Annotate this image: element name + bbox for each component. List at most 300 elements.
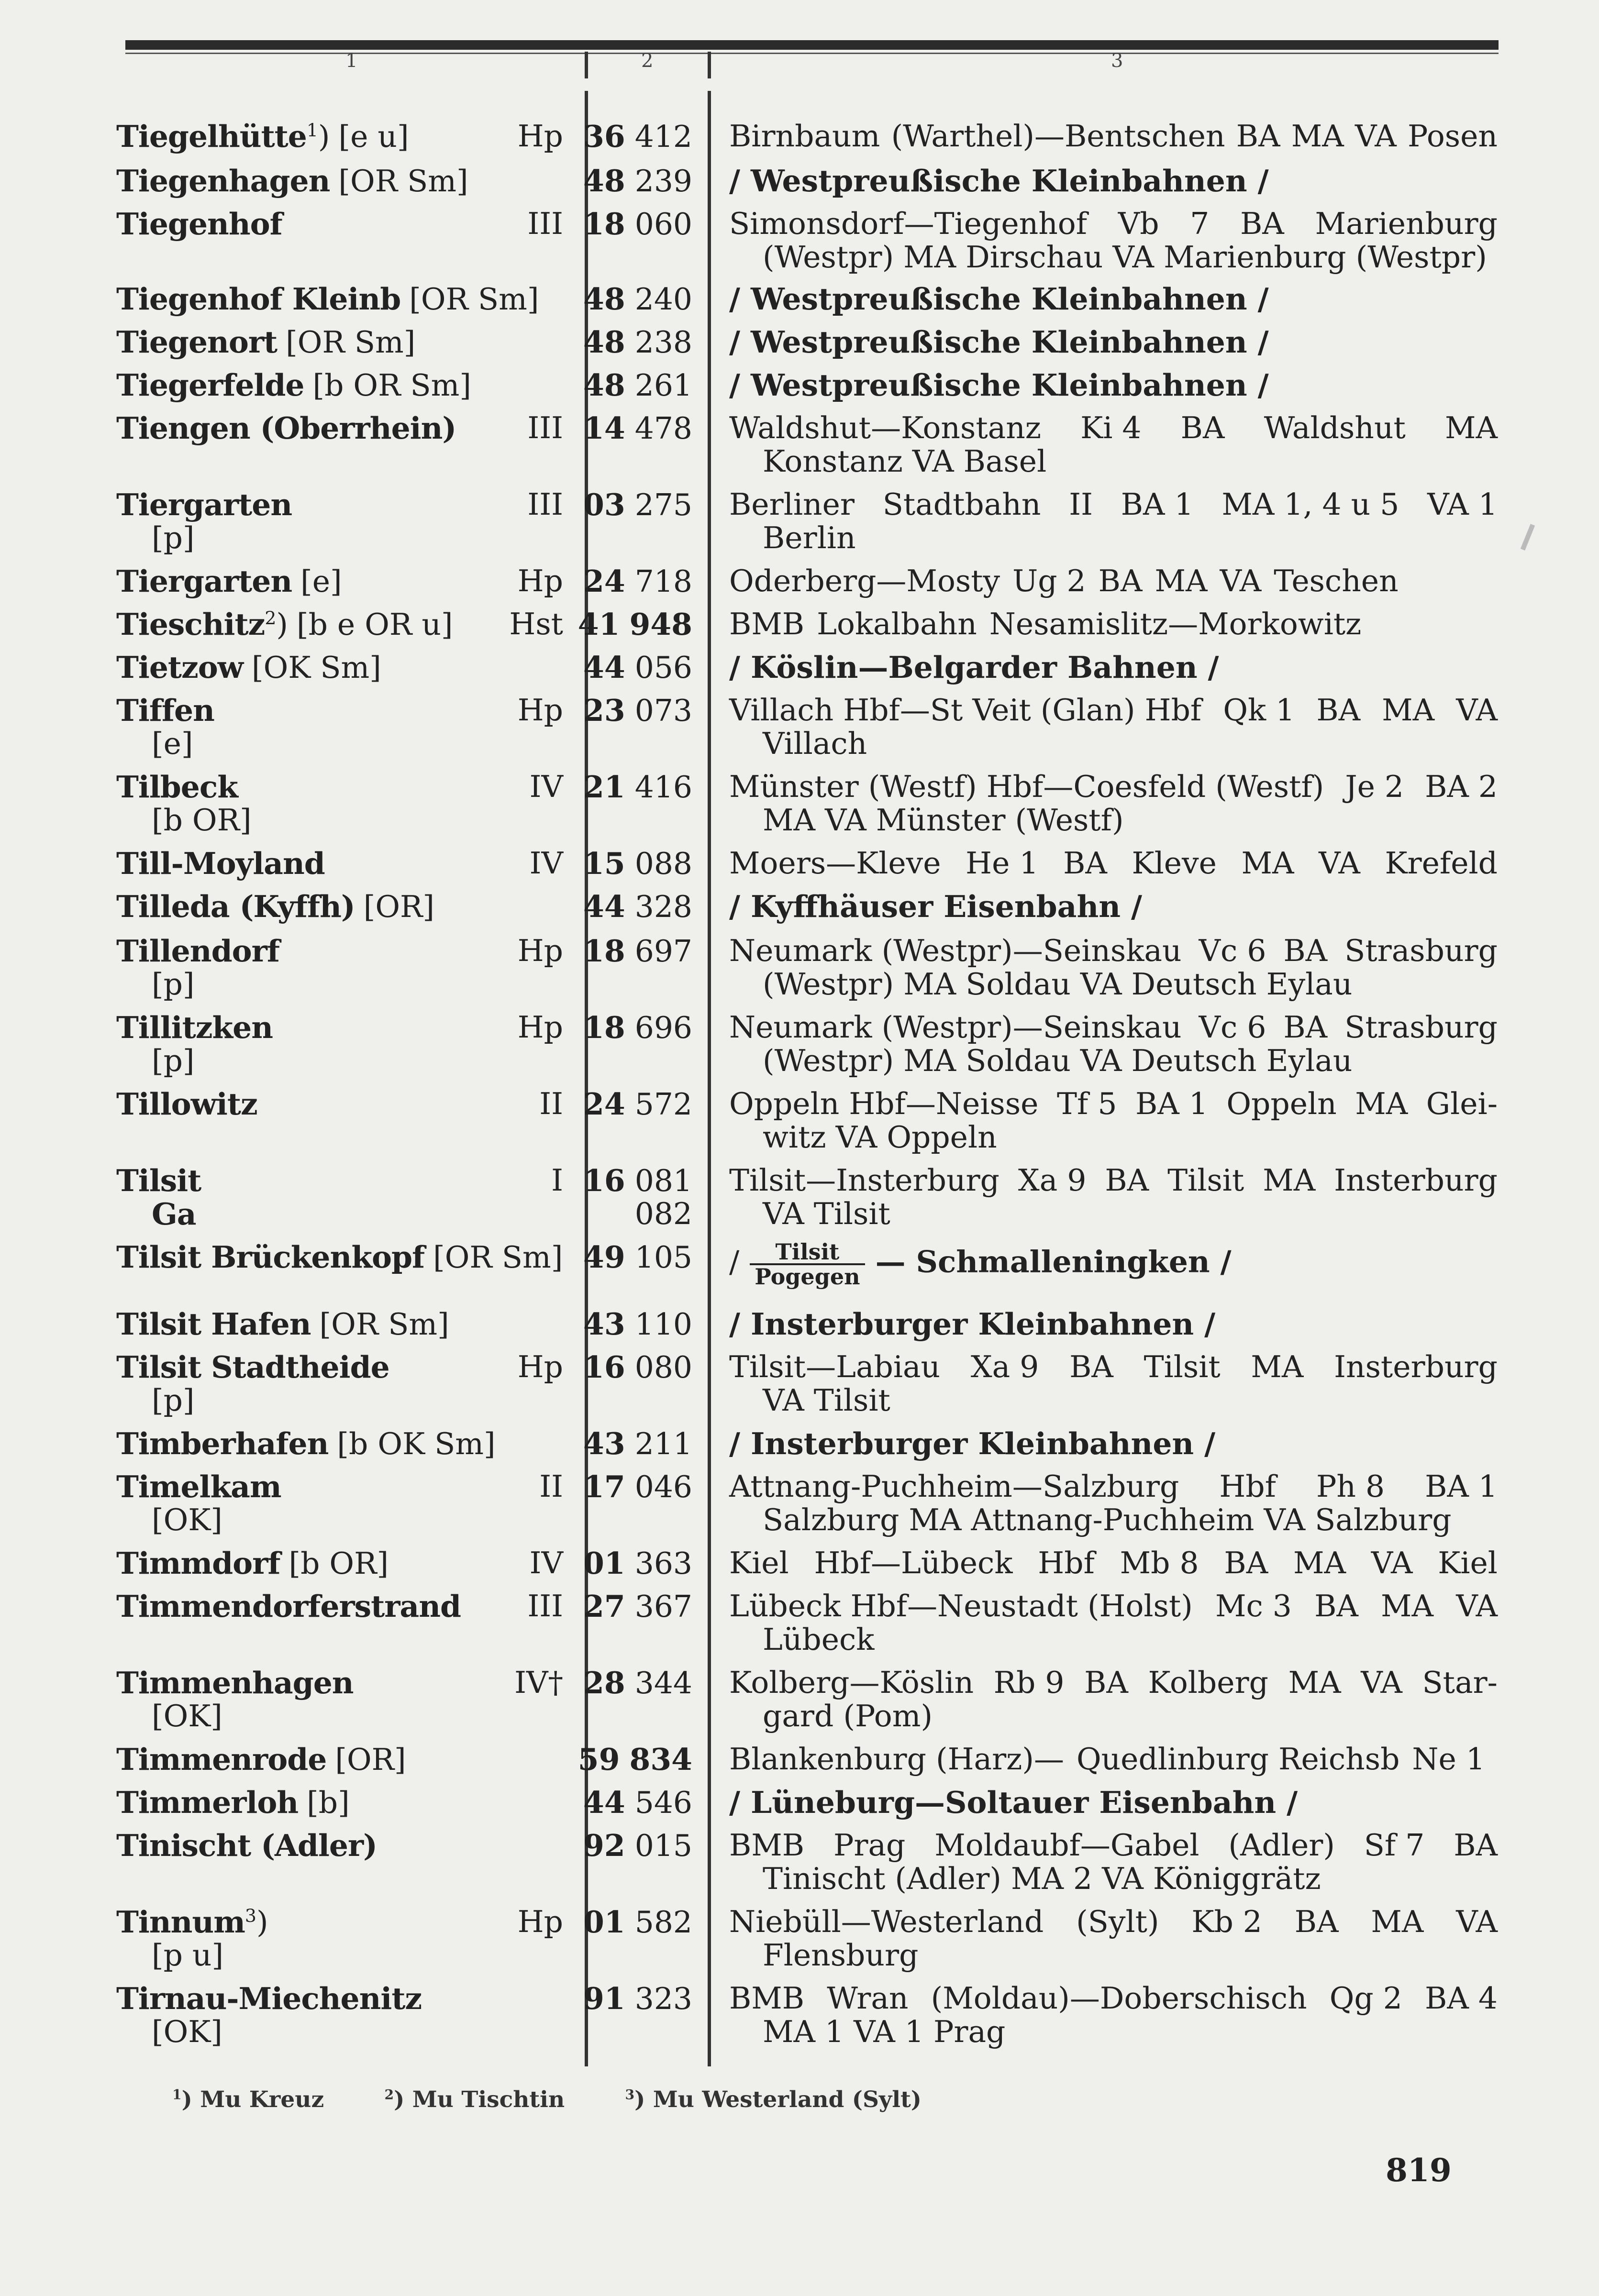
number-prefix: 44 (583, 1785, 625, 1820)
station-tags: [OR] (335, 1742, 406, 1777)
station-cell (116, 1087, 537, 1121)
station-name: Tiffen (116, 693, 214, 728)
route-railway: / Kyffhäuser Eisenbahn / (729, 889, 1143, 924)
route-continuation: Lübeck (763, 1622, 875, 1657)
route-cell (729, 1786, 1498, 1819)
station-class: Hst (509, 607, 563, 641)
station-class: II (539, 1469, 563, 1504)
route-token: BA (1294, 1904, 1339, 1939)
number-prefix: 41 (577, 607, 620, 642)
route-cell (729, 694, 1498, 761)
station-number-cell (583, 1590, 692, 1623)
route-token: Tilsit (1144, 1349, 1221, 1384)
station-line (116, 1590, 537, 1623)
station-number (583, 694, 692, 727)
route-continuation: Flensburg (763, 1938, 919, 1973)
station-line (116, 934, 537, 968)
station-number (583, 1905, 692, 1939)
station-number-cell (583, 934, 692, 968)
route-token: Teschen (1274, 563, 1399, 598)
station-number (583, 564, 692, 598)
station-number-cell (578, 1743, 692, 1776)
route-token: BA (1454, 1828, 1498, 1863)
route-cell (729, 1829, 1498, 1896)
number-prefix: 49 (583, 1239, 625, 1275)
route-continuation: witz VA Oppeln (763, 1120, 997, 1155)
station-cell (116, 1743, 537, 1776)
station-class: IV (529, 769, 563, 804)
station-number-cell (583, 368, 692, 402)
station-subtags: [p] (152, 967, 195, 1002)
station-number-cell (583, 1546, 692, 1580)
station-line (116, 1666, 537, 1700)
number-suffix: 239 (634, 164, 692, 199)
route-line (729, 1350, 1498, 1384)
footnotes (172, 2086, 974, 2113)
station-line (116, 1350, 537, 1384)
route-cell (729, 564, 1498, 598)
station-number (583, 651, 692, 684)
number-suffix: 275 (634, 487, 692, 522)
number-prefix: 24 (583, 563, 625, 599)
station-number-cell (583, 564, 692, 598)
station-tags: [OR Sm] (319, 1307, 449, 1342)
route-token: Niebüll—Westerland (729, 1904, 1044, 1939)
route-line (729, 564, 1498, 598)
route-token: MA (1291, 119, 1344, 154)
station-name: Tilsit (116, 1163, 201, 1198)
route-cell (729, 770, 1498, 837)
route-token: BA 1 (1121, 487, 1194, 522)
station-line (116, 651, 537, 684)
station-number (583, 207, 692, 241)
station-class: IV† (514, 1665, 563, 1700)
station-line (116, 1087, 537, 1121)
number-suffix: 328 (634, 889, 692, 924)
station-cell (116, 1427, 537, 1460)
route-token: Rb 9 (993, 1665, 1065, 1700)
station-class: Hp (517, 693, 563, 728)
number-suffix: 834 (629, 1742, 692, 1777)
route-token: BA 1 (1135, 1086, 1208, 1121)
station-number-cell (583, 1164, 692, 1231)
route-continuation: Salzburg MA Attnang-Puchheim VA Salzburg (763, 1502, 1452, 1537)
station-name: Timberhafen (116, 1426, 329, 1461)
number-prefix: 18 (583, 933, 625, 969)
station-cell (116, 488, 537, 555)
number-suffix: 211 (634, 1426, 692, 1461)
route-cell (729, 890, 1498, 923)
route-token: BA (1314, 1589, 1358, 1623)
route-continuation: (Westpr) MA Soldau VA Deutsch Eylau (763, 1043, 1353, 1078)
route-cell (729, 1590, 1498, 1656)
station-subtags: Ga (152, 1196, 196, 1232)
station-cell (116, 1905, 537, 1972)
number-suffix: 478 (634, 411, 692, 446)
header-subrule (125, 53, 1499, 54)
station-cell (116, 164, 537, 198)
number-suffix: 582 (634, 1905, 692, 1940)
route-token: BA (1236, 119, 1280, 154)
number-prefix: 27 (583, 1589, 625, 1624)
route-token: Posen (1408, 119, 1498, 154)
station-number-cell (583, 890, 692, 923)
route-cell (729, 1087, 1498, 1154)
station-number (578, 607, 692, 641)
route-line (729, 120, 1498, 153)
footnote-mark: 3 (244, 1905, 256, 1926)
footnote: $^3$) Mu Westerland (Sylt) (625, 2086, 922, 2113)
station-number (583, 1240, 692, 1274)
station-class: IV (529, 846, 563, 881)
station-cell (116, 770, 537, 837)
station-class: Hp (517, 119, 563, 154)
station-name: Timmendorferstrand (116, 1589, 461, 1624)
station-tags: [OR Sm] (409, 282, 539, 317)
route-line (729, 1470, 1498, 1503)
station-number-cell (583, 1905, 692, 1939)
station-cell (116, 325, 537, 359)
route-token: BA (1098, 563, 1143, 598)
route-token: Neumark (Westpr)—Seinskau (729, 1010, 1182, 1045)
route-continuation: gard (Pom) (763, 1699, 933, 1733)
station-name: Timelkam (116, 1469, 281, 1504)
station-name: Tiegelhütte (116, 119, 307, 154)
number-prefix: 16 (583, 1349, 625, 1385)
route-token: VA 1 (1427, 487, 1498, 522)
route-token: VA (1355, 119, 1397, 154)
route-railway: / Insterburger Kleinbahnen / (729, 1306, 1216, 1342)
route-railway: / Westpreußische Kleinbahnen / (729, 324, 1269, 360)
station-subtags: [e] (152, 726, 193, 761)
station-cell (116, 282, 537, 316)
station-class: Hp (517, 1010, 563, 1045)
station-tags: [OR] (363, 889, 434, 924)
column-number-3: 3 (1111, 50, 1123, 72)
route-token: Quedlinburg Reichsb (1076, 1742, 1400, 1777)
footnote: $^1$) Mu Kreuz (172, 2086, 324, 2113)
route-token: Berliner (729, 487, 855, 522)
route-line (729, 1829, 1498, 1862)
route-token: Krefeld (1385, 846, 1498, 881)
route-token: Kleve (1132, 846, 1217, 881)
station-number-cell (583, 1307, 692, 1341)
station-number (583, 1087, 692, 1121)
station-cell (116, 1982, 537, 2049)
number-prefix: 18 (583, 206, 625, 242)
number-prefix: 59 (577, 1742, 620, 1777)
route-token: Kolberg—Köslin (729, 1665, 974, 1700)
route-token: Oderberg—Mosty (729, 563, 1000, 598)
column-number-1: 1 (345, 50, 358, 72)
route-line (729, 1666, 1498, 1700)
route-railway: / Westpreußische Kleinbahnen / (729, 163, 1269, 199)
route-continuation: Tinischt (Adler) MA 2 VA Königgrätz (763, 1861, 1321, 1896)
station-cell (116, 1786, 537, 1819)
number-prefix: 23 (583, 693, 625, 728)
station-line (116, 1546, 537, 1580)
number-suffix: 261 (634, 368, 692, 403)
station-name: Tieschitz (116, 607, 265, 642)
route-token: MA (1381, 1589, 1434, 1623)
station-number-cell (583, 164, 692, 198)
route-token: Birnbaum (729, 119, 880, 154)
route-cell (729, 1164, 1498, 1231)
route-cell (729, 368, 1498, 402)
station-class: III (527, 487, 563, 522)
station-number (583, 1546, 692, 1580)
station-tags: [b OR] (289, 1546, 389, 1581)
route-token: BA (1240, 206, 1284, 241)
number-suffix: 546 (634, 1785, 692, 1820)
route-token: Mb 8 (1120, 1545, 1199, 1580)
station-line: Tiegelhütte$^1$) [e u] (116, 119, 409, 154)
number-prefix: 03 (583, 487, 625, 522)
station-line (116, 368, 537, 402)
route-continuation: MA VA Münster (Westf) (763, 803, 1124, 838)
station-line (116, 1011, 537, 1044)
station-number (583, 1470, 692, 1503)
station-name: Timmenrode (116, 1742, 327, 1777)
footnote-mark: 1 (306, 120, 318, 141)
station-name: Timmerloh (116, 1785, 299, 1820)
route-token: VA (1456, 1904, 1498, 1939)
route-line (729, 1743, 1498, 1776)
station-line (116, 1786, 537, 1819)
station-name: Tiegenhof (116, 206, 282, 242)
route-line (729, 607, 1498, 641)
route-token: Oppeln (1226, 1086, 1337, 1121)
number-suffix: 948 (629, 607, 692, 642)
route-line (729, 411, 1498, 445)
ink-mark (1521, 524, 1535, 551)
column-divider (708, 91, 711, 2066)
route-line (729, 1011, 1498, 1044)
route-token: Qg 2 (1329, 1981, 1402, 2016)
route-line (729, 207, 1498, 241)
number-suffix: 105 (634, 1240, 692, 1275)
number-prefix: 43 (583, 1426, 625, 1461)
number-prefix: 92 (583, 1828, 625, 1863)
number-suffix: 088 (634, 846, 692, 881)
route-token: Lokalbahn (817, 607, 977, 641)
station-number (583, 488, 692, 521)
route-line (729, 1164, 1498, 1197)
station-cell (116, 207, 537, 241)
route-cell (729, 1350, 1498, 1417)
station-number (583, 1307, 692, 1341)
route-cell (729, 120, 1498, 153)
route-token: BA 2 (1425, 769, 1498, 804)
station-subline (116, 1197, 537, 1231)
station-number (583, 1350, 692, 1384)
station-tags: [e] (300, 564, 342, 599)
route-token: Star- (1422, 1665, 1498, 1700)
route-token: MA (1263, 1163, 1316, 1198)
station-subtags: [OK] (152, 2014, 222, 2049)
route-fraction (750, 1240, 865, 1288)
route-token: Tilsit (1167, 1163, 1244, 1198)
route-railway: / Insterburger Kleinbahnen / (729, 1426, 1216, 1461)
route-continuation: Villach (763, 726, 867, 761)
route-railway: / Westpreußische Kleinbahnen / (729, 367, 1269, 403)
route-token: Vb (1118, 206, 1159, 241)
station-number (583, 282, 692, 316)
number-prefix: 16 (583, 1163, 625, 1198)
station-line (116, 207, 537, 241)
route-token: Waldshut (1264, 410, 1406, 445)
number-suffix: 367 (634, 1589, 692, 1624)
station-class: I (551, 1163, 563, 1198)
station-line (116, 1470, 537, 1503)
route-token: Insterburg (1334, 1163, 1498, 1198)
route-cell (729, 1666, 1498, 1733)
route-token: Hbf (1219, 1469, 1276, 1504)
route-cell (729, 282, 1498, 316)
route-token: Waldshut—Konstanz (729, 410, 1041, 445)
route-cell (729, 847, 1498, 880)
route-railway: / Lüneburg—Soltauer Eisenbahn / (729, 1785, 1298, 1820)
route-token: MA (1241, 846, 1294, 881)
route-continuation: VA Tilsit (763, 1196, 890, 1231)
station-number (583, 164, 692, 198)
station-tags: [OK Sm] (252, 650, 381, 685)
number-suffix: 110 (634, 1307, 692, 1342)
station-line (116, 890, 537, 923)
station-number-cell (583, 282, 692, 316)
station-name: Tiergarten (116, 487, 292, 522)
station-name: Tiegenhagen (116, 163, 330, 199)
number-prefix: 48 (583, 324, 625, 360)
station-subtags: [OK] (152, 1502, 222, 1537)
route-token: Hbf (1038, 1545, 1095, 1580)
route-token: VA (1456, 1589, 1498, 1623)
number-prefix: 01 (583, 1545, 625, 1581)
route-token: BA 1 (1425, 1469, 1498, 1504)
station-name: Tiegenort (116, 324, 278, 360)
station-number-cell (583, 1087, 692, 1121)
route-token: Wran (827, 1981, 909, 2016)
station-cell (116, 1307, 537, 1341)
route-token: (Sylt) (1076, 1904, 1159, 1939)
station-name: Tiegenhof Kleinb (116, 281, 401, 317)
route-token: Kb 2 (1191, 1904, 1262, 1939)
station-number (583, 1666, 692, 1700)
route-token: (Adler) (1228, 1828, 1335, 1863)
station-number (583, 770, 692, 804)
station-name: Tilleda (Kyffh) (116, 889, 355, 924)
station-number (578, 1743, 692, 1776)
station-line (116, 325, 537, 359)
number-suffix: 718 (634, 564, 692, 599)
route-line (729, 934, 1498, 968)
route-cell (729, 651, 1498, 684)
route-railway: — Schmalleningken / (875, 1244, 1232, 1280)
route-line (729, 694, 1498, 727)
number-suffix: 697 (634, 934, 692, 969)
number-suffix: 344 (634, 1666, 692, 1700)
number-suffix: 412 (634, 119, 692, 154)
station-cell (116, 1470, 537, 1537)
route-cell (729, 934, 1498, 1001)
route-token: Marienburg (1315, 206, 1498, 241)
number-prefix: 44 (583, 650, 625, 685)
number-suffix: 696 (634, 1010, 692, 1045)
header-divider (585, 52, 588, 78)
station-cell (116, 651, 537, 684)
number-suffix: 240 (634, 282, 692, 317)
route-token: Moers—Kleve (729, 846, 941, 881)
route-token: BMB (729, 607, 805, 641)
station-number (583, 411, 692, 445)
station-name: Tiegerfelde (116, 367, 304, 403)
station-class: IV (529, 1545, 563, 1580)
route-token: BA (1316, 693, 1361, 728)
number-prefix: 14 (583, 410, 625, 446)
route-token: BA (1283, 933, 1328, 968)
station-number-alt: 082 (634, 1196, 692, 1231)
route-token: Ki 4 (1080, 410, 1142, 445)
number-prefix: 24 (583, 1086, 625, 1122)
station-cell (116, 934, 537, 1001)
route-cell (729, 1011, 1498, 1078)
number-prefix: 48 (583, 367, 625, 403)
station-number (583, 847, 692, 880)
route-cell (729, 488, 1498, 555)
station-number (583, 1011, 692, 1044)
station-class: III (527, 206, 563, 241)
station-line (116, 1307, 537, 1341)
station-number-cell (578, 607, 692, 641)
route-token: VA (1371, 1545, 1413, 1580)
route-token: MA (1444, 410, 1498, 445)
station-name: Tilsit Stadtheide (116, 1349, 389, 1385)
number-suffix: 323 (634, 1981, 692, 2016)
station-cell (116, 1546, 537, 1580)
station-name: Tilbeck (116, 769, 238, 805)
number-suffix: 416 (634, 770, 692, 805)
station-cell (116, 1590, 537, 1623)
number-suffix: 238 (634, 325, 692, 360)
station-name: Tilsit Hafen (116, 1306, 311, 1342)
column-number-2: 2 (641, 50, 654, 72)
station-subtags: [p] (152, 1043, 195, 1078)
station-subline (116, 1939, 537, 1972)
route-token: Ne 1 (1412, 1742, 1485, 1777)
route-token: He 1 (966, 846, 1039, 881)
route-token: (Warthel)—Bentschen (891, 119, 1225, 154)
station-tags: [OR Sm] (433, 1240, 563, 1275)
station-number-cell (583, 207, 692, 241)
station-tags: [b OR Sm] (312, 368, 472, 403)
footnote-mark: 2 (265, 607, 277, 629)
route-continuation: (Westpr) MA Dirschau VA Marienburg (Westpr) (763, 240, 1487, 275)
route-token: BA (1180, 410, 1225, 445)
station-cell (116, 368, 537, 402)
header-divider (708, 52, 711, 78)
route-line (729, 1982, 1498, 2015)
route-token: BA (1069, 1349, 1113, 1384)
station-class: Hp (517, 1349, 563, 1384)
route-token: Attnang-Puchheim—Salzburg (729, 1469, 1179, 1504)
station-cell (116, 411, 537, 445)
route-token: Prag (833, 1828, 906, 1863)
station-name: Timmenhagen (116, 1665, 354, 1700)
station-line (116, 847, 537, 880)
route-cell (729, 207, 1498, 274)
station-name: Tirnau-Miechenitz (116, 1981, 422, 2016)
route-line (729, 1546, 1498, 1580)
